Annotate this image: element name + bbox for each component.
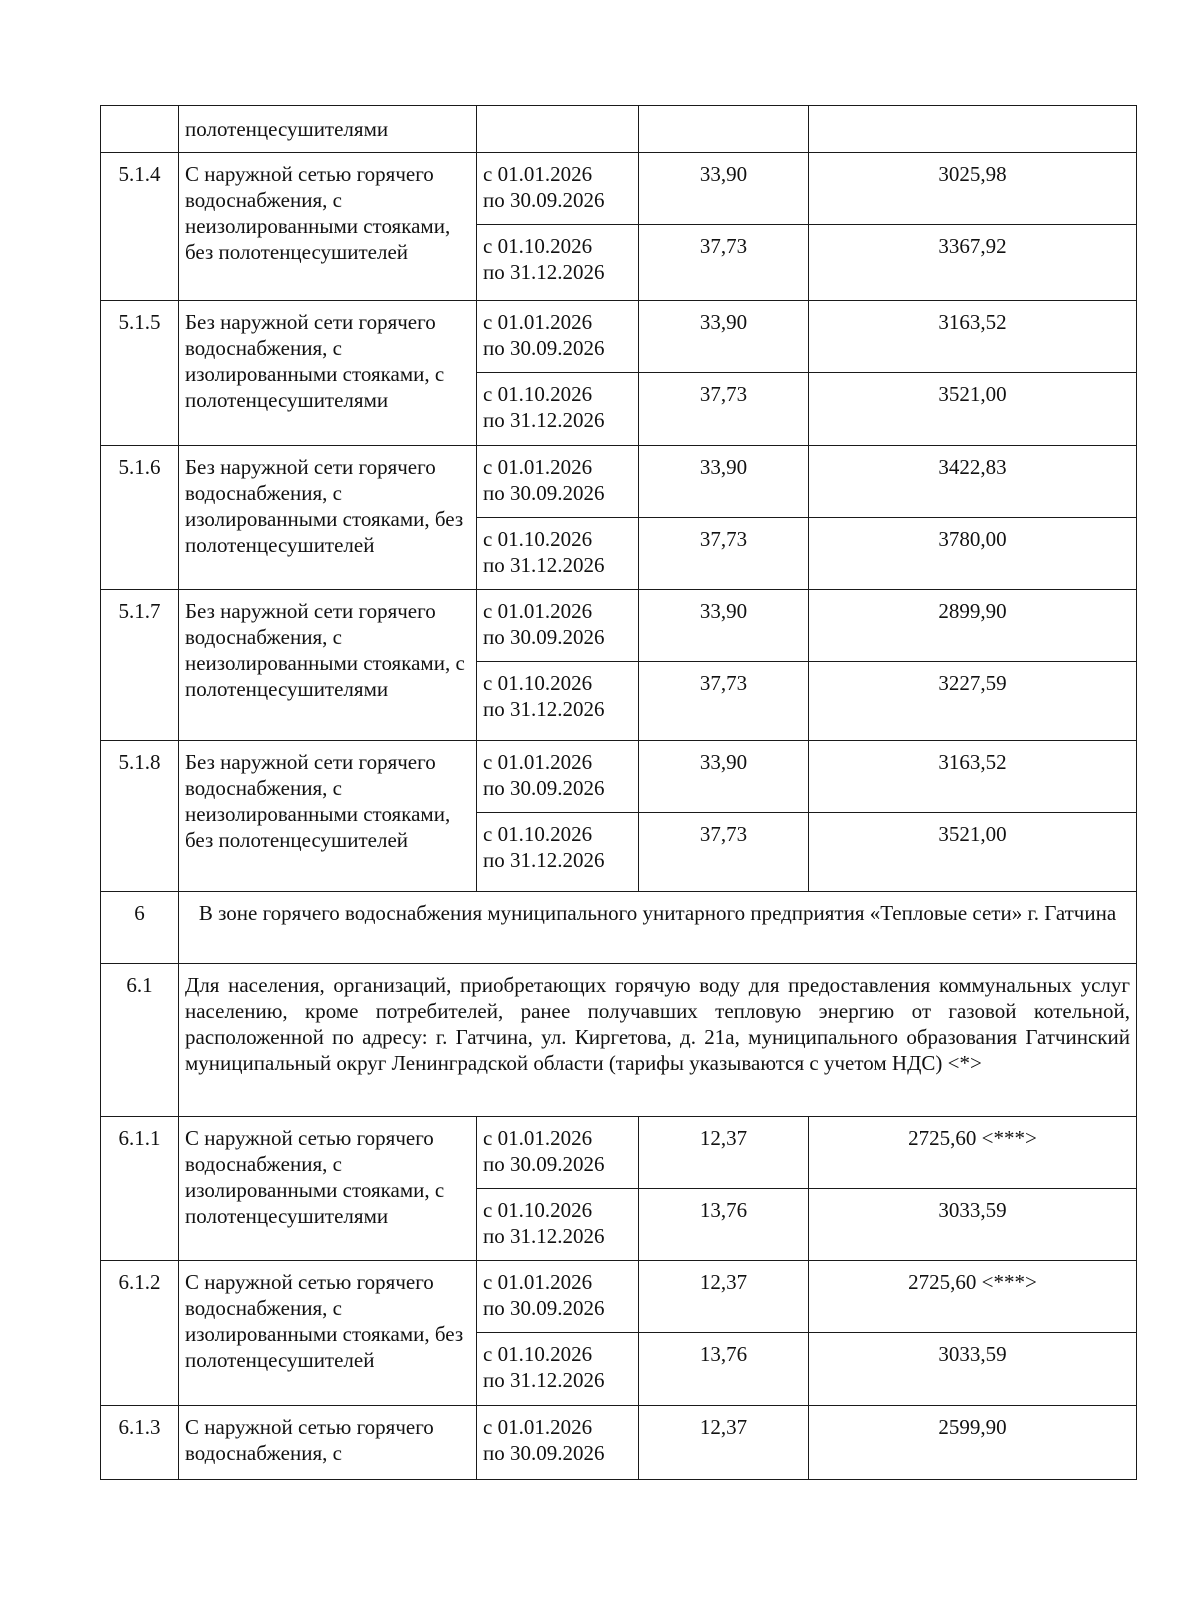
value-cell: 33,90	[639, 590, 809, 662]
row-number: 5.1.4	[101, 153, 179, 301]
period-cell: с 01.10.2026 по 31.12.2026	[477, 225, 639, 301]
value-cell: 33,90	[639, 446, 809, 518]
value-cell: 33,90	[639, 301, 809, 373]
period-cell: с 01.01.2026 по 30.09.2026	[477, 590, 639, 662]
tariff-cell: 2899,90	[809, 590, 1137, 662]
tariff-cell: 3033,59	[809, 1333, 1137, 1406]
period-cell: с 01.10.2026 по 31.12.2026	[477, 518, 639, 590]
group-row	[101, 964, 1137, 1117]
period-cell: с 01.01.2026 по 30.09.2026	[477, 1261, 639, 1333]
period-cell: с 01.01.2026 по 30.09.2026	[477, 1406, 639, 1480]
period-cell: с 01.01.2026 по 30.09.2026	[477, 153, 639, 225]
table-row	[101, 590, 1137, 662]
row-number: 5.1.8	[101, 741, 179, 892]
table-row	[101, 153, 1137, 225]
period-cell: с 01.10.2026 по 31.12.2026	[477, 1333, 639, 1406]
tariff-cell: 3780,00	[809, 518, 1137, 590]
value-cell: 33,90	[639, 741, 809, 813]
table-row	[101, 1261, 1137, 1333]
zone-title: В зоне горячего водоснабжения муниципального унитарного предприятия «Тепловые сети» г. Гатчина	[179, 892, 1137, 964]
row-description: Без наружной сети горячего водоснабжения, с неизолированными стояками, без полотенцесушителей	[179, 741, 477, 892]
tariff-cell: 2599,90	[809, 1406, 1137, 1480]
tariff-table	[100, 105, 1137, 1480]
row-number: 6.1.2	[101, 1261, 179, 1406]
row-number: 6.1	[101, 964, 179, 1117]
row-number: 5.1.7	[101, 590, 179, 741]
row-description: С наружной сетью горячего водоснабжения, с	[179, 1406, 477, 1480]
value-cell: 12,37	[639, 1261, 809, 1333]
value-cell: 37,73	[639, 373, 809, 446]
row-number: 5.1.6	[101, 446, 179, 590]
group-description: Для населения, организаций, приобретающих горячую воду для предоставления коммунальных услуг населению, кроме потребителей, ранее получавших тепловую энергию от газовой котельной, расположенной по адресу: г. Гатчина, ул. Киргетова, д. 21а, муниципального образования Гатчинский муниципальный округ Ленинградской области (тарифы указываются с учетом НДС) <*>	[179, 964, 1137, 1117]
tariff-cell: 3025,98	[809, 153, 1137, 225]
period-cell: с 01.10.2026 по 31.12.2026	[477, 373, 639, 446]
row-number	[101, 106, 179, 153]
row-description: С наружной сетью горячего водоснабжения, с изолированными стояками, с полотенцесушителями	[179, 1117, 477, 1261]
row-number: 6.1.1	[101, 1117, 179, 1261]
zone-row	[101, 892, 1137, 964]
row-number: 6.1.3	[101, 1406, 179, 1480]
table-row	[101, 1406, 1137, 1480]
tariff-cell: 3422,83	[809, 446, 1137, 518]
row-number: 5.1.5	[101, 301, 179, 446]
period-cell: с 01.01.2026 по 30.09.2026	[477, 446, 639, 518]
row-description: С наружной сетью горячего водоснабжения, с изолированными стояками, без полотенцесушителей	[179, 1261, 477, 1406]
value-cell: 37,73	[639, 518, 809, 590]
row-description: Без наружной сети горячего водоснабжения, с изолированными стояками, без полотенцесушителей	[179, 446, 477, 590]
value-cell: 37,73	[639, 225, 809, 301]
value-cell: 13,76	[639, 1333, 809, 1406]
period-cell: с 01.01.2026 по 30.09.2026	[477, 741, 639, 813]
table-row	[101, 106, 1137, 153]
period-cell: с 01.10.2026 по 31.12.2026	[477, 813, 639, 892]
tariff-cell: 3163,52	[809, 301, 1137, 373]
tariff-cell: 3367,92	[809, 225, 1137, 301]
table-row	[101, 446, 1137, 518]
table-row	[101, 301, 1137, 373]
row-description: полотенцесушителями	[179, 106, 477, 153]
period-cell: с 01.10.2026 по 31.12.2026	[477, 1189, 639, 1261]
tariff-cell: 3227,59	[809, 662, 1137, 741]
tariff-cell: 3521,00	[809, 813, 1137, 892]
tariff-cell: 2725,60 <***>	[809, 1261, 1137, 1333]
row-number: 6	[101, 892, 179, 964]
period-cell: с 01.01.2026 по 30.09.2026	[477, 1117, 639, 1189]
value-cell: 12,37	[639, 1406, 809, 1480]
period-cell: с 01.10.2026 по 31.12.2026	[477, 662, 639, 741]
table-row	[101, 1117, 1137, 1189]
value-cell: 33,90	[639, 153, 809, 225]
row-description: Без наружной сети горячего водоснабжения, с изолированными стояками, с полотенцесушителями	[179, 301, 477, 446]
row-description: Без наружной сети горячего водоснабжения, с неизолированными стояками, с полотенцесушителями	[179, 590, 477, 741]
table-row	[101, 741, 1137, 813]
row-description: С наружной сетью горячего водоснабжения, с неизолированными стояками, без полотенцесушителей	[179, 153, 477, 301]
tariff-cell: 3033,59	[809, 1189, 1137, 1261]
tariff-cell: 2725,60 <***>	[809, 1117, 1137, 1189]
value-cell: 37,73	[639, 813, 809, 892]
value-cell: 12,37	[639, 1117, 809, 1189]
period-cell: с 01.01.2026 по 30.09.2026	[477, 301, 639, 373]
tariff-cell: 3521,00	[809, 373, 1137, 446]
value-cell: 37,73	[639, 662, 809, 741]
value-cell: 13,76	[639, 1189, 809, 1261]
tariff-cell: 3163,52	[809, 741, 1137, 813]
